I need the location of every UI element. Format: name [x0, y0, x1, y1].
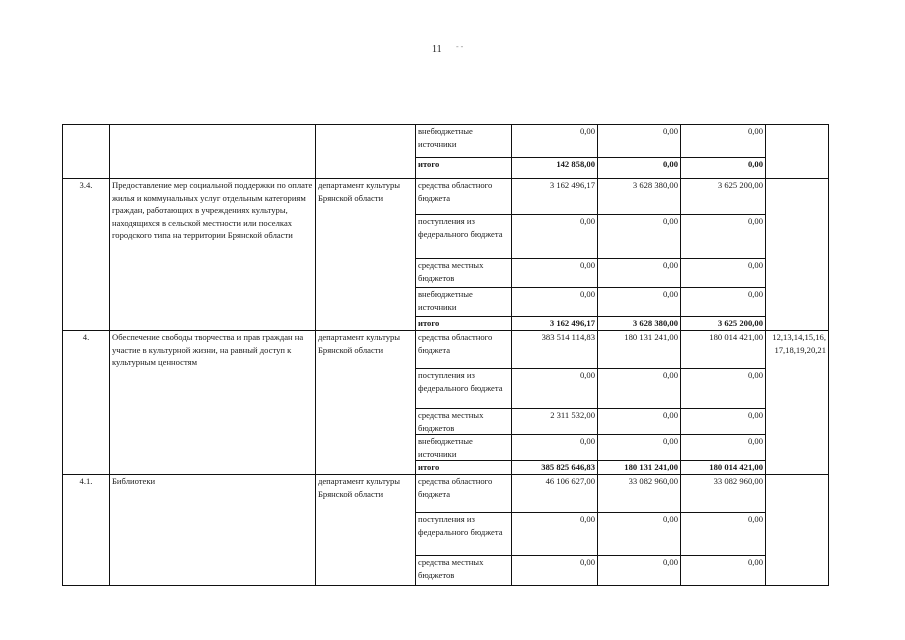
value-cell: 0,00: [598, 125, 681, 158]
value-cell: 0,00: [681, 513, 766, 556]
value-cell: 0,00: [598, 513, 681, 556]
value-cell: 0,00: [598, 288, 681, 317]
value-cell: 180 014 421,00: [681, 331, 766, 369]
source-cell: итого: [416, 158, 512, 179]
notes-cell: [766, 475, 829, 586]
scan-artifact: - -: [456, 42, 464, 51]
value-cell: 3 628 380,00: [598, 317, 681, 331]
value-cell: 33 082 960,00: [681, 475, 766, 513]
table-row: [63, 475, 829, 513]
value-cell: 3 162 496,17: [512, 179, 598, 215]
source-cell: средства местных бюджетов: [416, 409, 512, 435]
value-cell: 0,00: [512, 435, 598, 461]
value-cell: 0,00: [681, 125, 766, 158]
source-cell: средства областного бюджета: [416, 331, 512, 369]
value-cell: 0,00: [512, 513, 598, 556]
notes-cell: [766, 125, 829, 179]
executor-cell: [316, 125, 416, 179]
executor-cell: департамент культуры Брянской области: [316, 331, 416, 475]
value-cell: 0,00: [512, 259, 598, 288]
value-cell: 2 311 532,00: [512, 409, 598, 435]
value-cell: 0,00: [512, 125, 598, 158]
value-cell: 383 514 114,83: [512, 331, 598, 369]
value-cell: 0,00: [598, 369, 681, 409]
code-cell: 4.: [63, 331, 110, 475]
executor-cell: департамент культуры Брянской области: [316, 475, 416, 586]
table-row: [63, 125, 829, 158]
source-cell: поступления из федерального бюджета: [416, 369, 512, 409]
name-cell: Библиотеки: [110, 475, 316, 586]
value-cell: 0,00: [681, 409, 766, 435]
value-cell: 180 131 241,00: [598, 461, 681, 475]
source-cell: внебюджетные источники: [416, 288, 512, 317]
code-cell: [63, 125, 110, 179]
value-cell: 0,00: [512, 369, 598, 409]
value-cell: 385 825 646,83: [512, 461, 598, 475]
value-cell: 0,00: [598, 409, 681, 435]
value-cell: 33 082 960,00: [598, 475, 681, 513]
name-cell: [110, 125, 316, 179]
value-cell: 0,00: [681, 288, 766, 317]
value-cell: 0,00: [681, 158, 766, 179]
value-cell: 0,00: [512, 556, 598, 586]
name-cell: Предоставление мер социальной поддержки по оплате жилья и коммунальных услуг отдельным категориям граждан, работающих в учреждениях культуры, находящихся в сельской местности или поселках городского типа на территории Брянской области: [110, 179, 316, 331]
executor-cell: департамент культуры Брянской области: [316, 179, 416, 331]
value-cell: 0,00: [681, 369, 766, 409]
value-cell: 0,00: [681, 435, 766, 461]
value-cell: 46 106 627,00: [512, 475, 598, 513]
source-cell: средства областного бюджета: [416, 179, 512, 215]
value-cell: 0,00: [681, 215, 766, 259]
value-cell: 0,00: [598, 158, 681, 179]
table-row: [63, 179, 829, 215]
value-cell: 180 131 241,00: [598, 331, 681, 369]
value-cell: 0,00: [598, 435, 681, 461]
value-cell: 3 628 380,00: [598, 179, 681, 215]
source-cell: средства местных бюджетов: [416, 259, 512, 288]
value-cell: 3 162 496,17: [512, 317, 598, 331]
value-cell: 0,00: [681, 556, 766, 586]
table-row: [63, 331, 829, 369]
value-cell: 3 625 200,00: [681, 179, 766, 215]
value-cell: 0,00: [598, 215, 681, 259]
notes-cell: [766, 179, 829, 331]
budget-table: [62, 124, 829, 586]
value-cell: 0,00: [512, 215, 598, 259]
code-cell: 3.4.: [63, 179, 110, 331]
value-cell: 0,00: [598, 259, 681, 288]
source-cell: средства областного бюджета: [416, 475, 512, 513]
source-cell: итого: [416, 317, 512, 331]
value-cell: 0,00: [598, 556, 681, 586]
source-cell: итого: [416, 461, 512, 475]
value-cell: 0,00: [512, 288, 598, 317]
notes-cell: 12,13,14,15,16, 17,18,19,20,21: [766, 331, 829, 475]
value-cell: 180 014 421,00: [681, 461, 766, 475]
value-cell: 0,00: [681, 259, 766, 288]
value-cell: 3 625 200,00: [681, 317, 766, 331]
page-number: 11: [432, 44, 442, 55]
source-cell: внебюджетные источники: [416, 435, 512, 461]
code-cell: 4.1.: [63, 475, 110, 586]
source-cell: внебюджетные источники: [416, 125, 512, 158]
value-cell: 142 858,00: [512, 158, 598, 179]
name-cell: Обеспечение свободы творчества и прав граждан на участие в культурной жизни, на равный доступ к культурным ценностям: [110, 331, 316, 475]
source-cell: поступления из федерального бюджета: [416, 513, 512, 556]
source-cell: поступления из федерального бюджета: [416, 215, 512, 259]
source-cell: средства местных бюджетов: [416, 556, 512, 586]
